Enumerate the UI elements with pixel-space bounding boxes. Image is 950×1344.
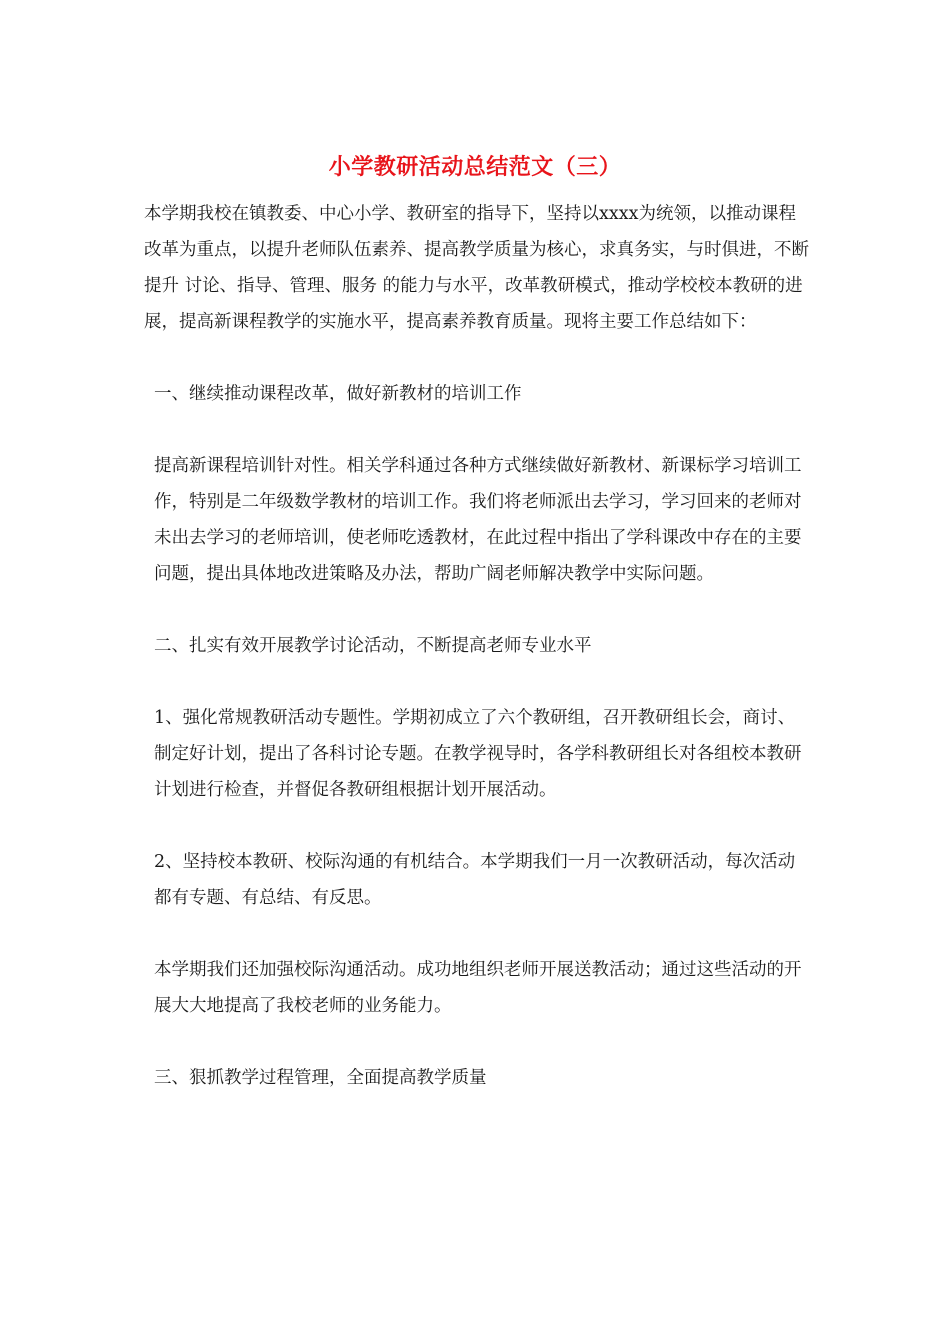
heading-section-1: 一、继续推动课程改革，做好新教材的培训工作 — [154, 384, 522, 404]
heading-section-3: 三、狠抓教学过程管理，全面提高教学质量 — [154, 1068, 487, 1088]
document-title: 小学教研活动总结范文（三） — [328, 154, 622, 180]
paragraph-item-1: 1、强化常规教研活动专题性。学期初成立了六个教研组，召开教研组长会，商讨、制定好计划，提出了各科讨论专题。在教学视导时，各学科教研组长对各组校本教研计划进行检查，并督促各教研组根据计划开展活动。 — [154, 708, 802, 800]
document-body — [144, 196, 809, 1096]
heading-section-2: 二、扎实有效开展教学讨论活动，不断提高老师专业水平 — [154, 636, 592, 656]
paragraph-exchange: 本学期我们还加强校际沟通活动。成功地组织老师开展送教活动；通过这些活动的开展大大地提高了我校老师的业务能力。 — [154, 960, 802, 1016]
paragraph-section-1: 提高新课程培训针对性。相关学科通过各种方式继续做好新教材、新课标学习培训工作，特别是二年级数学教材的培训工作。我们将老师派出去学习，学习回来的老师对未出去学习的老师培训，使老师吃透教材，在此过程中指出了学科课改中存在的主要问题，提出具体地改进策略及办法，帮助广阔老师解决教学中实际问题。 — [154, 456, 802, 584]
paragraph-item-2: 2、坚持校本教研、校际沟通的有机结合。本学期我们一月一次教研活动，每次活动都有专题、有总结、有反思。 — [154, 852, 796, 908]
paragraph-intro: 本学期我校在镇教委、中心小学、教研室的指导下，坚持以xxxx为统领，以推动课程改革为重点，以提升老师队伍素养、提高教学质量为核心，求真务实，与时俱进，不断提升 讨论、指导、管理、服务 的能力与水平，改革教研模式，推动学校校本教研的进展，提高新课程教学的实施水平，提高素养教育质量。现将主要工作总结如下： — [144, 204, 809, 332]
